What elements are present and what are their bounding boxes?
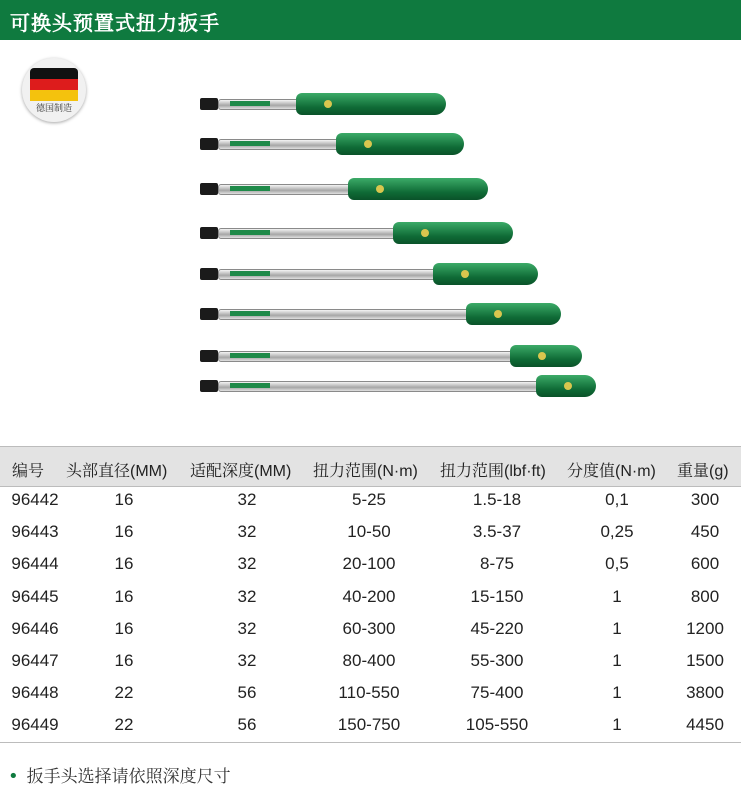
flag-stripe-red bbox=[30, 79, 78, 90]
table-cell: 22 bbox=[114, 715, 134, 735]
wrench-label-strip bbox=[230, 230, 270, 235]
table-cell: 96447 bbox=[11, 651, 59, 670]
table-cell: 4450 bbox=[686, 715, 724, 735]
table-cell: 0,5 bbox=[605, 554, 629, 574]
table-cell: 1500 bbox=[686, 651, 724, 670]
german-flag-icon bbox=[30, 68, 78, 101]
drive-square bbox=[200, 138, 218, 150]
adjust-knob bbox=[324, 100, 332, 108]
wrench-label-strip bbox=[230, 353, 270, 358]
wrench-handle bbox=[466, 303, 561, 325]
column-header: 适配深度(MM) bbox=[190, 463, 292, 480]
column-header: 重量(g) bbox=[677, 463, 729, 480]
table-cell: 56 bbox=[237, 715, 257, 735]
table-cell: 32 bbox=[237, 618, 257, 638]
column-header: 扭力范围(N·m) bbox=[313, 463, 418, 480]
table-cell: 1 bbox=[612, 715, 622, 735]
table-cell: 96444 bbox=[11, 554, 59, 574]
adjust-knob bbox=[376, 185, 384, 193]
table-cell: 16 bbox=[114, 554, 134, 574]
wrench-handle bbox=[336, 133, 464, 155]
wrench-handle bbox=[296, 93, 446, 115]
drive-square bbox=[200, 227, 218, 239]
table-cell: 96443 bbox=[11, 522, 59, 542]
wrench-label-strip bbox=[230, 383, 270, 388]
drive-square bbox=[200, 350, 218, 362]
table-cell: 32 bbox=[237, 522, 257, 542]
adjust-knob bbox=[494, 310, 502, 318]
wrench-label-strip bbox=[230, 271, 270, 276]
table-cell: 56 bbox=[237, 683, 257, 703]
table-cell: 800 bbox=[690, 586, 720, 606]
page-title: 可换头预置式扭力扳手 bbox=[10, 11, 220, 35]
adjust-knob bbox=[564, 382, 572, 390]
wrench-7 bbox=[200, 345, 582, 367]
adjust-knob bbox=[461, 270, 469, 278]
adjust-knob bbox=[421, 229, 429, 237]
title-bar bbox=[0, 0, 741, 40]
flag-stripe-gold bbox=[30, 90, 78, 101]
adjust-knob bbox=[364, 140, 372, 148]
table-cell: 20-100 bbox=[342, 554, 396, 574]
drive-square bbox=[200, 98, 218, 110]
table-cell: 15-150 bbox=[470, 586, 524, 606]
table-cell: 0,25 bbox=[600, 522, 634, 542]
table-cell: 60-300 bbox=[342, 618, 396, 638]
table-cell: 1 bbox=[612, 651, 622, 670]
wrench-2 bbox=[200, 133, 464, 155]
table-cell: 16 bbox=[114, 490, 134, 509]
table-cell: 32 bbox=[237, 490, 257, 509]
table-cell: 16 bbox=[114, 522, 134, 542]
wrench-8 bbox=[200, 375, 596, 397]
wrench-3 bbox=[200, 178, 488, 200]
bullet-icon: • bbox=[8, 766, 19, 787]
adjust-knob bbox=[538, 352, 546, 360]
table-cell: 1 bbox=[612, 586, 622, 606]
column-header: 扭力范围(lbf·ft) bbox=[440, 463, 546, 480]
wrench-handle bbox=[433, 263, 538, 285]
table-cell: 450 bbox=[690, 522, 720, 542]
table-cell: 300 bbox=[690, 490, 720, 509]
table-cell: 110-550 bbox=[338, 683, 400, 703]
footnote bbox=[8, 762, 231, 787]
drive-square bbox=[200, 268, 218, 280]
wrench-handle bbox=[510, 345, 582, 367]
column-header: 编号 bbox=[12, 463, 45, 480]
wrench-label-strip bbox=[230, 101, 270, 106]
table-cell: 3800 bbox=[686, 683, 724, 703]
table-cell: 96446 bbox=[11, 618, 59, 638]
flag-stripe-black bbox=[30, 68, 78, 79]
wrench-label-strip bbox=[230, 141, 270, 146]
table-cell: 105-550 bbox=[465, 715, 529, 735]
table-cell: 16 bbox=[114, 651, 134, 670]
table-cell: 1.5-18 bbox=[472, 490, 522, 509]
column-header: 头部直径(MM) bbox=[66, 463, 168, 480]
drive-square bbox=[200, 380, 218, 392]
column-header: 分度值(N·m) bbox=[567, 463, 656, 480]
table-cell: 0,1 bbox=[605, 490, 629, 509]
table-cell: 32 bbox=[237, 554, 257, 574]
table-cell: 55-300 bbox=[470, 651, 524, 670]
wrench-label-strip bbox=[230, 186, 270, 191]
table-cell: 8-75 bbox=[479, 554, 515, 574]
table-cell: 32 bbox=[237, 651, 257, 670]
table-cell: 22 bbox=[114, 683, 134, 703]
table-cell: 600 bbox=[690, 554, 720, 574]
table-cell: 32 bbox=[237, 586, 257, 606]
drive-square bbox=[200, 183, 218, 195]
table-header-divider bbox=[0, 486, 741, 487]
table-cell: 1 bbox=[612, 618, 622, 638]
table-cell: 1 bbox=[612, 683, 622, 703]
table-cell: 96449 bbox=[11, 715, 59, 735]
badge-label: 德国制造 bbox=[35, 104, 72, 114]
table-cell: 96448 bbox=[11, 683, 59, 703]
wrench-6 bbox=[200, 303, 561, 325]
table-cell: 150-750 bbox=[337, 715, 401, 735]
wrench-handle bbox=[348, 178, 488, 200]
table-cell: 96445 bbox=[11, 586, 59, 606]
wrench-5 bbox=[200, 263, 538, 285]
table-cell: 96442 bbox=[11, 490, 59, 509]
table-cell: 1200 bbox=[686, 618, 724, 638]
table-cell: 3.5-37 bbox=[472, 522, 522, 542]
table-cell: 40-200 bbox=[342, 586, 396, 606]
table-cell: 80-400 bbox=[342, 651, 396, 670]
table-top-divider bbox=[0, 446, 741, 447]
table-cell: 16 bbox=[114, 618, 134, 638]
drive-square bbox=[200, 308, 218, 320]
wrench-label-strip bbox=[230, 311, 270, 316]
table-cell: 75-400 bbox=[470, 683, 524, 703]
wrench-4 bbox=[200, 222, 513, 244]
wrench-handle bbox=[393, 222, 513, 244]
table-bottom-divider bbox=[0, 742, 741, 743]
wrench-1 bbox=[200, 93, 446, 115]
table-cell: 5-25 bbox=[351, 490, 387, 509]
footnote-text: 扳手头选择请依照深度尺寸 bbox=[26, 767, 231, 787]
table-cell: 16 bbox=[114, 586, 134, 606]
made-in-germany-badge bbox=[22, 58, 86, 122]
table-cell: 10-50 bbox=[347, 522, 391, 542]
table-cell: 45-220 bbox=[470, 618, 524, 638]
